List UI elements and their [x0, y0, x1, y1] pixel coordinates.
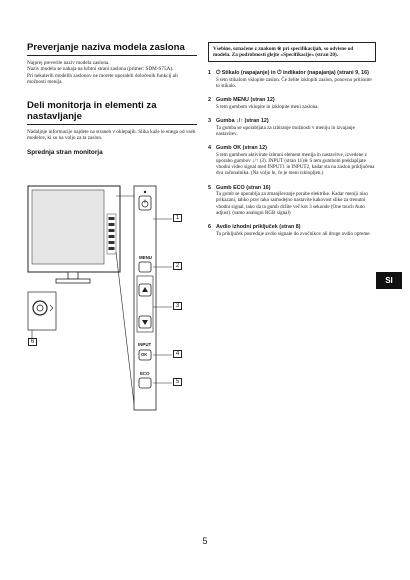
menu-button-label: MENU [139, 255, 152, 260]
item-title: Avdio izhodni priključek (stran 8) [216, 224, 301, 231]
part-item-5 [208, 185, 376, 217]
part-item-6 [208, 224, 376, 237]
section-title-model-name: Preverjanje naziva modela zaslona [27, 42, 185, 53]
section1-paragraph-2: Naziv modela se nahaja na hrbtni strani zaslona (primer: SDM-S75A). [27, 66, 174, 73]
section1-paragraph-1: Najprej preverite naziv modela zaslona. [27, 60, 110, 66]
item-description: S tem stikalom vklopite zaslon. Če želite izklopiti zaslon, ponovno pritisnite to stikalo. [216, 76, 372, 90]
monitor-front-diagram [26, 184, 196, 414]
title-rule [27, 124, 197, 125]
part-item-1 [208, 70, 376, 89]
item-description: Ta gumba se uporabljata za izbiranje možnosti v meniju in izvajanje nastavitev. [216, 124, 355, 137]
diagram-heading: Sprednja stran monitorja [27, 149, 103, 157]
item-title: Gumb OK (stran 12) [216, 145, 267, 152]
item-description: Ta priključek posreduje avdio signale do zvočnikov ali druge avdio opreme. [216, 230, 371, 237]
ok-button-label: OK [141, 352, 148, 357]
item-number: 3 [208, 118, 211, 125]
eco-button-label: ECO [140, 371, 150, 376]
item-number: 2 [208, 97, 211, 104]
item-number: 4 [208, 145, 211, 152]
item-description: Ta gumb se uporablja za zmanjševanje porabe elektrike. Kadar meniji niso prikazani, lahko prav tako samodejno nastavite kakovost slike za trenutni vhodni signal, tako da ta gumb držite več kot 3 sekunde (One touch Auto adjust). (samo analogni RGB signal) [216, 191, 368, 216]
title-rule [27, 55, 197, 56]
language-tab: SI [376, 272, 402, 289]
item-description: S tem gumbom aktivirate izbrani element menija in nastavitve, izvedene z uporabo gumbov ↓/↑ (3). INPUT (stran 11)※ S tem gumbom preklapljate vhodni video signal med INPUT1 in INPUT2, kadar sta na zaslon priključena dva računalnika. (Na voljo le, če je meni izklopljen.) [216, 151, 375, 177]
section2-paragraph: Nadaljnje informacije najdete na straneh v oklepajih. Slika kaže le enega od vseh modelov, ki so na voljo za ta zaslon. [27, 128, 196, 142]
page-number: 5 [202, 536, 208, 546]
item-title: ⏻ Stikalo (napajanje) in ⏻ indikator (napajanja) (strani 9, 16) [216, 70, 369, 77]
part-item-4 [208, 145, 376, 177]
right-column [208, 42, 376, 237]
item-title: Gumba ↓/↑ (stran 12) [216, 118, 269, 125]
part-item-2 [208, 97, 376, 110]
section1-paragraph-3: Pri nekaterih modelih zaslonov ne morete uporabiti določenih funkcij ali možnosti menija. [27, 72, 178, 86]
callout-2: 2 [173, 262, 182, 270]
callout-6: 6 [28, 338, 37, 346]
input-button-label: INPUT [138, 342, 152, 347]
callout-3: 3 [173, 302, 182, 310]
callout-1: 1 [173, 214, 182, 222]
section-title-parts: Deli monitorja in elementi za nastavljanje [27, 99, 157, 122]
item-number: 1 [208, 70, 211, 77]
item-description: S tem gumbom vklopite in izklopite meni zaslona. [216, 103, 319, 110]
callout-4: 4 [173, 350, 182, 358]
monitor-illustration [26, 184, 196, 414]
callout-5: 5 [173, 378, 182, 386]
item-title: Gumb ECO (stran 16) [216, 184, 271, 191]
item-title: Gumb MENU (stran 12) [216, 97, 275, 104]
part-item-3 [208, 118, 376, 137]
left-column [27, 42, 197, 156]
item-number: 5 [208, 184, 211, 191]
model-note-box: Vsebine, označene z znakom ※ pri specifikacijah, so odvisne od modela. Za podrobnosti glejte »Specifikacije« (stran 20). [208, 42, 376, 62]
item-number: 6 [208, 224, 211, 231]
